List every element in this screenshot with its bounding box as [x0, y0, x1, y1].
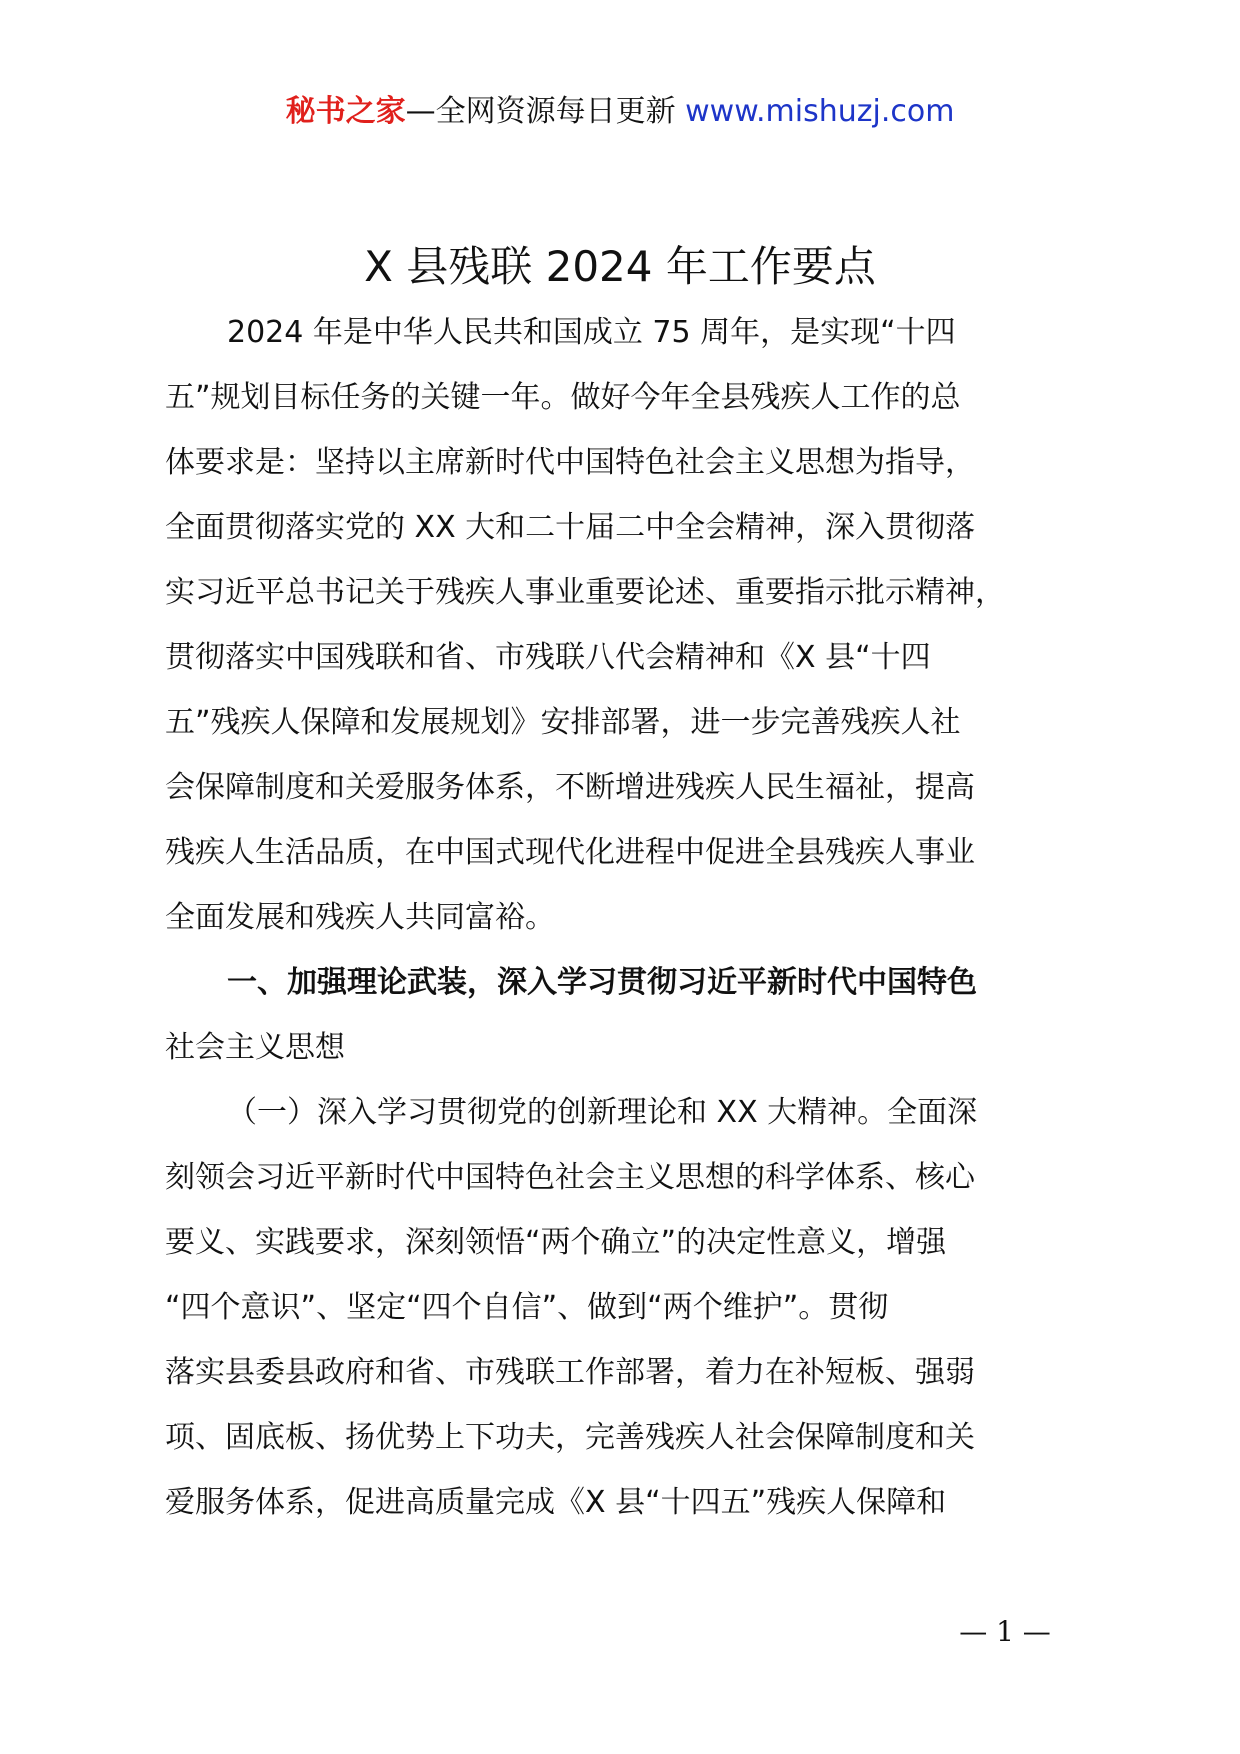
section-heading: 一、加强理论武装，深入学习贯彻习近平新时代中国特色	[227, 965, 977, 1000]
paragraph-line: 残疾人生活品质，在中国式现代化进程中促进全县残疾人事业	[165, 835, 975, 870]
document-body	[165, 300, 1095, 1535]
paragraph-line: （一）深入学习贯彻党的创新理论和 XX 大精神。全面深	[227, 1095, 978, 1130]
paragraph-line: 会保障制度和关爱服务体系，不断增进残疾人民生福祉，提高	[165, 770, 975, 805]
paragraph-line: 要义、实践要求，深刻领悟“两个确立”的决定性意义，增强	[165, 1225, 947, 1260]
paragraph-line: 爱服务体系，促进高质量完成《X 县“十四五”残疾人保障和	[165, 1485, 947, 1520]
paragraph-line: 实习近平总书记关于残疾人事业重要论述、重要指示批示精神，	[165, 575, 1005, 610]
header-tagline: —全网资源每日更新	[405, 94, 686, 129]
paragraph-line: “四个意识”、坚定“四个自信”、做到“两个维护”。贯彻	[165, 1290, 889, 1325]
page-number: — 1 —	[959, 1615, 1051, 1648]
paragraph-line: 五”残疾人保障和发展规划》安排部署，进一步完善残疾人社	[165, 705, 961, 740]
paragraph-line: 体要求是：坚持以主席新时代中国特色社会主义思想为指导，	[165, 445, 975, 480]
section-heading: 社会主义思想	[165, 1030, 345, 1065]
site-header	[0, 92, 1240, 132]
paragraph-line: 全面发展和残疾人共同富裕。	[165, 900, 555, 935]
paragraph-line: 2024 年是中华人民共和国成立 75 周年，是实现“十四	[227, 315, 956, 350]
document-title: X 县残联 2024 年工作要点	[364, 242, 876, 291]
paragraph-line: 落实县委县政府和省、市残联工作部署，着力在补短板、强弱	[165, 1355, 975, 1390]
paragraph-line: 项、固底板、扬优势上下功夫，完善残疾人社会保障制度和关	[165, 1420, 975, 1455]
paragraph-line: 贯彻落实中国残联和省、市残联八代会精神和《X 县“十四	[165, 640, 931, 675]
paragraph-line: 五”规划目标任务的关键一年。做好今年全县残疾人工作的总	[165, 380, 961, 415]
site-url-link[interactable]: www.mishuzj.com	[685, 94, 955, 129]
paragraph-line: 全面贯彻落实党的 XX 大和二十届二中全会精神，深入贯彻落	[165, 510, 976, 545]
paragraph-line: 刻领会习近平新时代中国特色社会主义思想的科学体系、核心	[165, 1160, 975, 1195]
brand-name: 秘书之家	[285, 94, 406, 129]
